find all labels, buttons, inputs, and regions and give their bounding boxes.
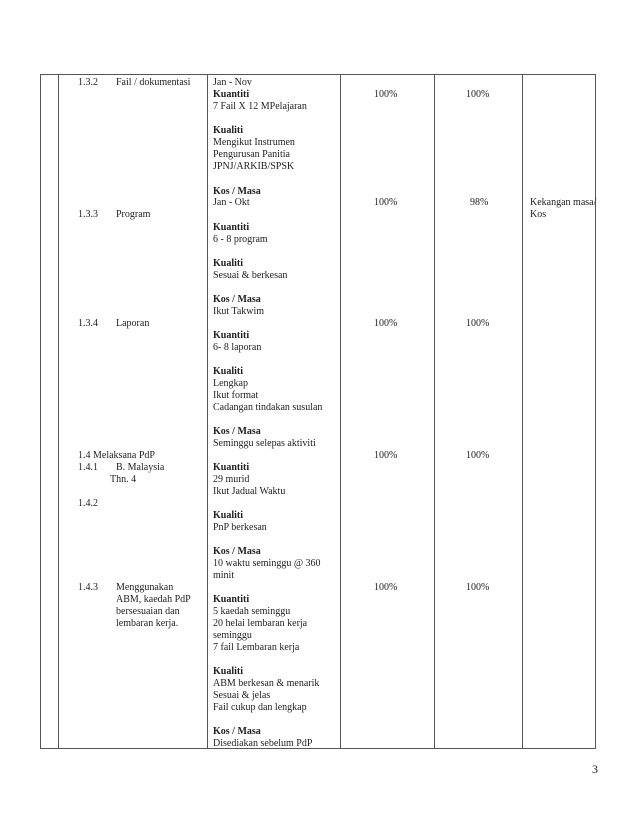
period: Ikut Takwim — [213, 306, 265, 317]
item-label: Program — [116, 209, 151, 220]
item-number: 1.4.2 — [78, 498, 98, 509]
kuantiti-heading: Kuantiti — [213, 89, 250, 100]
item-label: Menggunakan — [116, 582, 174, 593]
remark: Kekangan masa/ — [530, 197, 597, 208]
item-number: 1.3.4 — [78, 318, 98, 329]
kuantiti-heading: Kuantiti — [213, 330, 250, 341]
kuantiti-heading: Kuantiti — [213, 222, 250, 233]
kualiti-value: Sesuai & jelas — [213, 690, 271, 701]
kualiti-value: Ikut format — [213, 390, 259, 401]
item-number: 1.4.3 — [78, 582, 98, 593]
kuantiti-heading: Kuantiti — [213, 462, 250, 473]
period: minit — [213, 570, 235, 581]
kos-masa-heading: Kos / Masa — [213, 726, 261, 737]
kuantiti-value: 6 - 8 program — [213, 234, 268, 245]
kualiti-value: Pengurusan Panitia — [213, 149, 290, 160]
col-divider — [207, 75, 208, 748]
kualiti-value: Cadangan tindakan susulan — [213, 402, 323, 413]
col-divider — [434, 75, 435, 748]
kualiti-heading: Kualiti — [213, 666, 244, 677]
item-label: Laporan — [116, 318, 150, 329]
kuantiti-value: seminggu — [213, 630, 252, 641]
target-value: 100% — [374, 318, 398, 329]
kualiti-heading: Kualiti — [213, 258, 244, 269]
item-label: bersesuaian dan — [116, 606, 180, 617]
achievement-value: 100% — [466, 582, 490, 593]
section-heading: 1.4 Melaksana PdP — [78, 450, 155, 461]
kuantiti-heading: Kuantiti — [213, 594, 250, 605]
achievement-value: 100% — [466, 450, 490, 461]
item-label: ABM, kaedah PdP — [116, 594, 191, 605]
kualiti-value: ABM berkesan & menarik — [213, 678, 320, 689]
col-divider — [340, 75, 341, 748]
remark: Kos — [530, 209, 547, 220]
kos-masa-value: Disediakan sebelum PdP — [213, 738, 313, 749]
target-value: 100% — [374, 197, 398, 208]
kualiti-value: JPNJ/ARKIB/SPSK — [213, 161, 295, 172]
kualiti-value: Lengkap — [213, 378, 248, 389]
col-divider — [522, 75, 523, 748]
kos-masa-heading: Kos / Masa — [213, 426, 261, 437]
period: Jan - Nov — [213, 77, 252, 88]
kualiti-value: Fail cukup dan lengkap — [213, 702, 307, 713]
kos-masa-heading: Kos / Masa — [213, 294, 261, 305]
item-number: 1.3.2 — [78, 77, 98, 88]
kualiti-heading: Kualiti — [213, 366, 244, 377]
item-number: 1.3.3 — [78, 209, 98, 220]
kos-masa-heading: Kos / Masa — [213, 186, 261, 197]
achievement-value: 100% — [466, 318, 490, 329]
kuantiti-value: 5 kaedah seminggu — [213, 606, 291, 617]
col-divider — [58, 75, 59, 748]
kualiti-heading: Kualiti — [213, 125, 244, 136]
kuantiti-value: 29 murid — [213, 474, 250, 485]
kos-masa-heading: Kos / Masa — [213, 546, 261, 557]
target-value: 100% — [374, 450, 398, 461]
achievement-value: 98% — [470, 197, 489, 208]
period: Jan - Okt — [213, 197, 250, 208]
kualiti-value: Mengikut Instrumen — [213, 137, 295, 148]
kuantiti-value: 7 fail Lembaran kerja — [213, 642, 300, 653]
target-value: 100% — [374, 582, 398, 593]
kuantiti-value: 7 Fail X 12 MPelajaran — [213, 101, 307, 112]
kualiti-value: PnP berkesan — [213, 522, 267, 533]
achievement-value: 100% — [466, 89, 490, 100]
kuantiti-value: Ikut Jadual Waktu — [213, 486, 286, 497]
kualiti-value: Sesuai & berkesan — [213, 270, 288, 281]
kualiti-heading: Kualiti — [213, 510, 244, 521]
item-label: Fail / dokumentasi — [116, 77, 191, 88]
item-number: 1.4.1 — [78, 462, 98, 473]
period: Seminggu selepas aktiviti — [213, 438, 316, 449]
target-value: 100% — [374, 89, 398, 100]
kuantiti-value: 20 helai lembaran kerja — [213, 618, 308, 629]
item-label: lembaran kerja. — [116, 618, 179, 629]
period: 10 waktu seminggu @ 360 — [213, 558, 321, 569]
kuantiti-value: 6- 8 laporan — [213, 342, 262, 353]
item-label: Thn. 4 — [110, 474, 137, 485]
page-number: 3 — [592, 762, 598, 776]
item-label: B. Malaysia — [116, 462, 165, 473]
